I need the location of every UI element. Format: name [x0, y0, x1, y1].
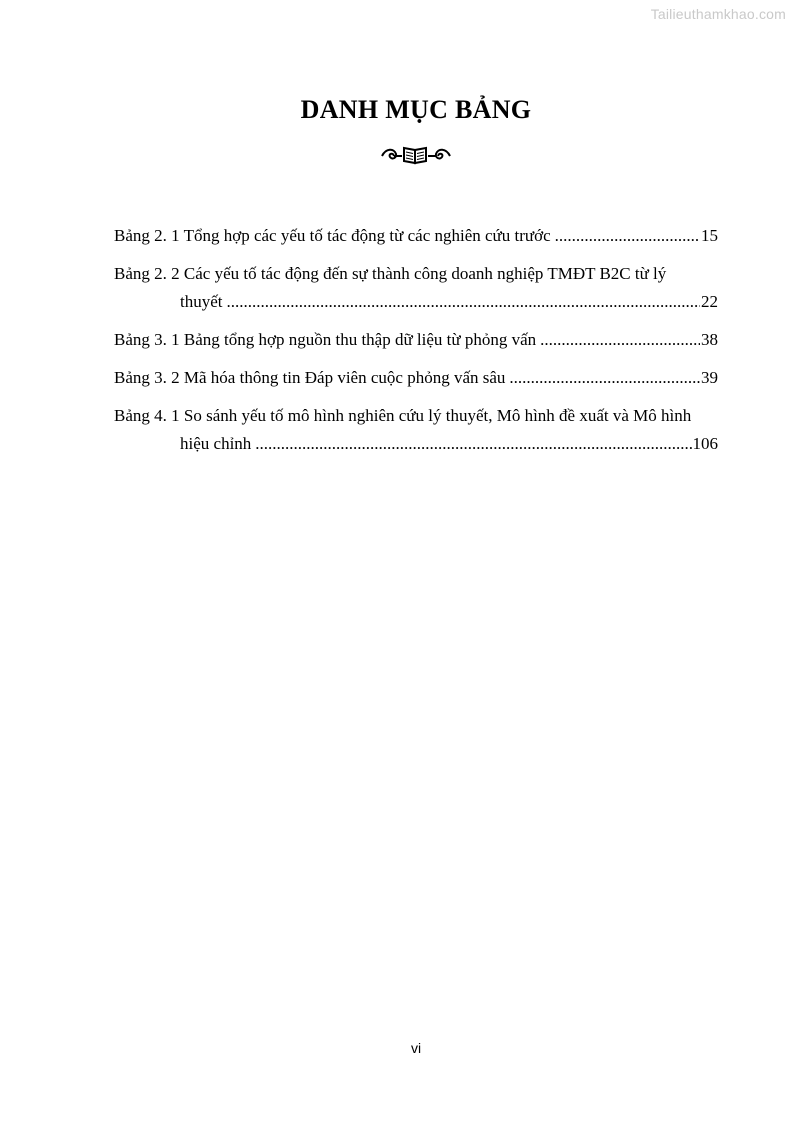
- toc-entry[interactable]: [114, 260, 718, 316]
- page-title: DANH MỤC BẢNG: [300, 95, 532, 124]
- dot-leader: [509, 364, 700, 392]
- toc-entry-page: 106: [692, 434, 718, 453]
- page-number: vi: [410, 1040, 422, 1056]
- toc-entry[interactable]: [114, 402, 718, 458]
- table-list: [114, 222, 718, 468]
- toc-entry-page: 39: [701, 368, 718, 387]
- toc-entry-label-continued: hiệu chỉnh: [180, 434, 252, 453]
- book-ornament-icon: [380, 144, 452, 166]
- dot-leader: [227, 288, 701, 316]
- toc-entry-label: Bảng 2. 2 Các yếu tố tác động đến sự thành công doanh nghiệp TMĐT B2C từ lý: [114, 264, 667, 283]
- toc-entry-label: Bảng 2. 1 Tổng hợp các yếu tố tác động từ các nghiên cứu trước: [114, 226, 551, 245]
- toc-entry-label: Bảng 3. 1 Bảng tổng hợp nguồn thu thập dữ liệu từ phỏng vấn: [114, 330, 537, 349]
- toc-entry-page: 38: [701, 330, 718, 349]
- dot-leader: [255, 430, 691, 458]
- toc-entry-label: Bảng 3. 2 Mã hóa thông tin Đáp viên cuộc phỏng vấn sâu: [114, 368, 506, 387]
- watermark: Tailieuthamkhao.com: [650, 6, 786, 22]
- toc-entry-label-continued: thuyết: [180, 292, 223, 311]
- toc-entry[interactable]: [114, 326, 718, 354]
- toc-entry[interactable]: [114, 222, 718, 250]
- dot-leader: [540, 326, 700, 354]
- toc-entry-label: Bảng 4. 1 So sánh yếu tố mô hình nghiên cứu lý thuyết, Mô hình đề xuất và Mô hình: [114, 406, 692, 425]
- dot-leader: [555, 222, 700, 250]
- toc-entry-page: 22: [701, 292, 718, 311]
- toc-entry-page: 15: [701, 226, 718, 245]
- toc-entry[interactable]: [114, 364, 718, 392]
